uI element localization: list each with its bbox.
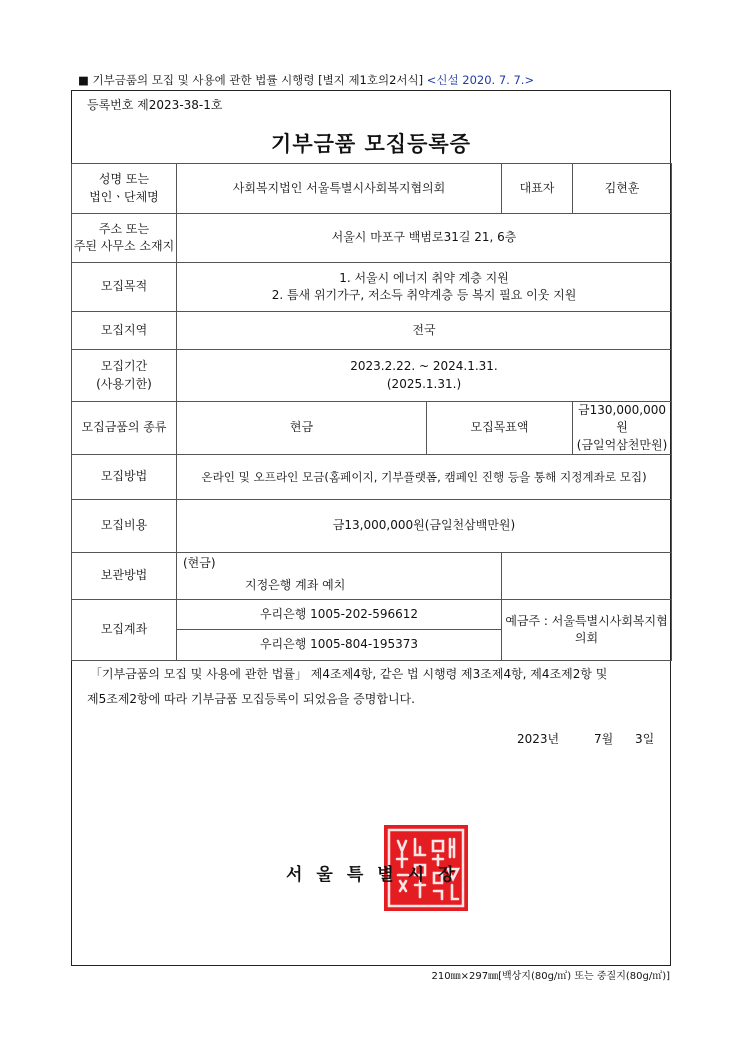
label-storage: 보관방법	[72, 553, 177, 600]
row-applicant	[72, 164, 672, 214]
label-region: 모집지역	[72, 312, 177, 350]
label-purpose: 모집목적	[72, 263, 177, 312]
row-address	[72, 214, 672, 263]
label-representative: 대표자	[502, 164, 573, 214]
label-target: 모집목표액	[427, 402, 573, 455]
form-reference: 기부금품의 모집 및 사용에 관한 법률 시행령 [별지 제1호의2서식]	[92, 73, 424, 87]
row-period	[72, 350, 672, 402]
row-method	[72, 455, 672, 500]
row-account-1	[72, 600, 672, 630]
value-target: 금130,000,000원 (금일억삼천만원)	[573, 402, 672, 455]
label-applicant: 성명 또는 법인ㆍ단체명	[72, 164, 177, 214]
value-period: 2023.2.22. ~ 2024.1.31. (2025.1.31.)	[177, 350, 672, 402]
value-storage: (현금) 지정은행 계좌 예치	[177, 553, 502, 600]
label-cost: 모집비용	[72, 500, 177, 553]
row-region	[72, 312, 672, 350]
value-account-holder: 예금주 : 서울특별시사회복지협의회	[502, 600, 672, 661]
value-method: 온라인 및 오프라인 모금(홈페이지, 기부플랫폼, 캠페인 진행 등을 통해 지정계좌로 모집)	[177, 455, 672, 500]
form-reference-line	[78, 72, 534, 88]
issuer-name: 서울특별시장	[286, 865, 469, 885]
date-year: 2023년	[517, 732, 560, 746]
registration-table	[71, 163, 672, 661]
value-applicant: 사회복지법인 서울특별시사회복지협의회	[177, 164, 502, 214]
revision-note: <신설 2020. 7. 7.>	[426, 73, 535, 87]
value-purpose: 1. 서울시 에너지 취약 계층 지원 2. 틈새 위기가구, 저소득 취약계층 등 복지 필요 이웃 지원	[177, 263, 672, 312]
certification-line-2: 제5조제2항에 따라 기부금품 모집등록이 되었음을 증명합니다.	[87, 691, 415, 706]
certification-line-1: 「기부금품의 모집 및 사용에 관한 법률」 제4조제4항, 같은 법 시행령 제3조제4항, 제4조제2항 및	[90, 667, 608, 681]
value-representative: 김현훈	[573, 164, 672, 214]
registration-number: 등록번호 제2023-38-1호	[87, 98, 223, 112]
paper-spec: 210㎜×297㎜[백상지(80g/㎡) 또는 중질지(80g/㎡)]	[431, 971, 670, 982]
value-account-1: 우리은행 1005-202-596612	[177, 600, 502, 630]
label-address: 주소 또는 주된 사무소 소재지	[72, 214, 177, 263]
value-region: 전국	[177, 312, 672, 350]
label-method: 모집방법	[72, 455, 177, 500]
date-month: 7월	[594, 732, 614, 746]
value-cost: 금13,000,000원(금일천삼백만원)	[177, 500, 672, 553]
value-kind: 현금	[177, 402, 427, 455]
label-account: 모집계좌	[72, 600, 177, 661]
label-period: 모집기간 (사용기한)	[72, 350, 177, 402]
date-day: 3일	[635, 732, 655, 746]
value-storage-extra	[502, 553, 672, 600]
row-storage	[72, 553, 672, 600]
label-kind: 모집금품의 종류	[72, 402, 177, 455]
row-cost	[72, 500, 672, 553]
row-kind	[72, 402, 672, 455]
page-title: 기부금품 모집등록증	[271, 132, 471, 156]
value-account-2: 우리은행 1005-804-195373	[177, 630, 502, 661]
square-bullet: ■	[78, 73, 89, 87]
certification-statement	[87, 662, 660, 711]
row-purpose	[72, 263, 672, 312]
value-address: 서울시 마포구 백범로31길 21, 6층	[177, 214, 672, 263]
